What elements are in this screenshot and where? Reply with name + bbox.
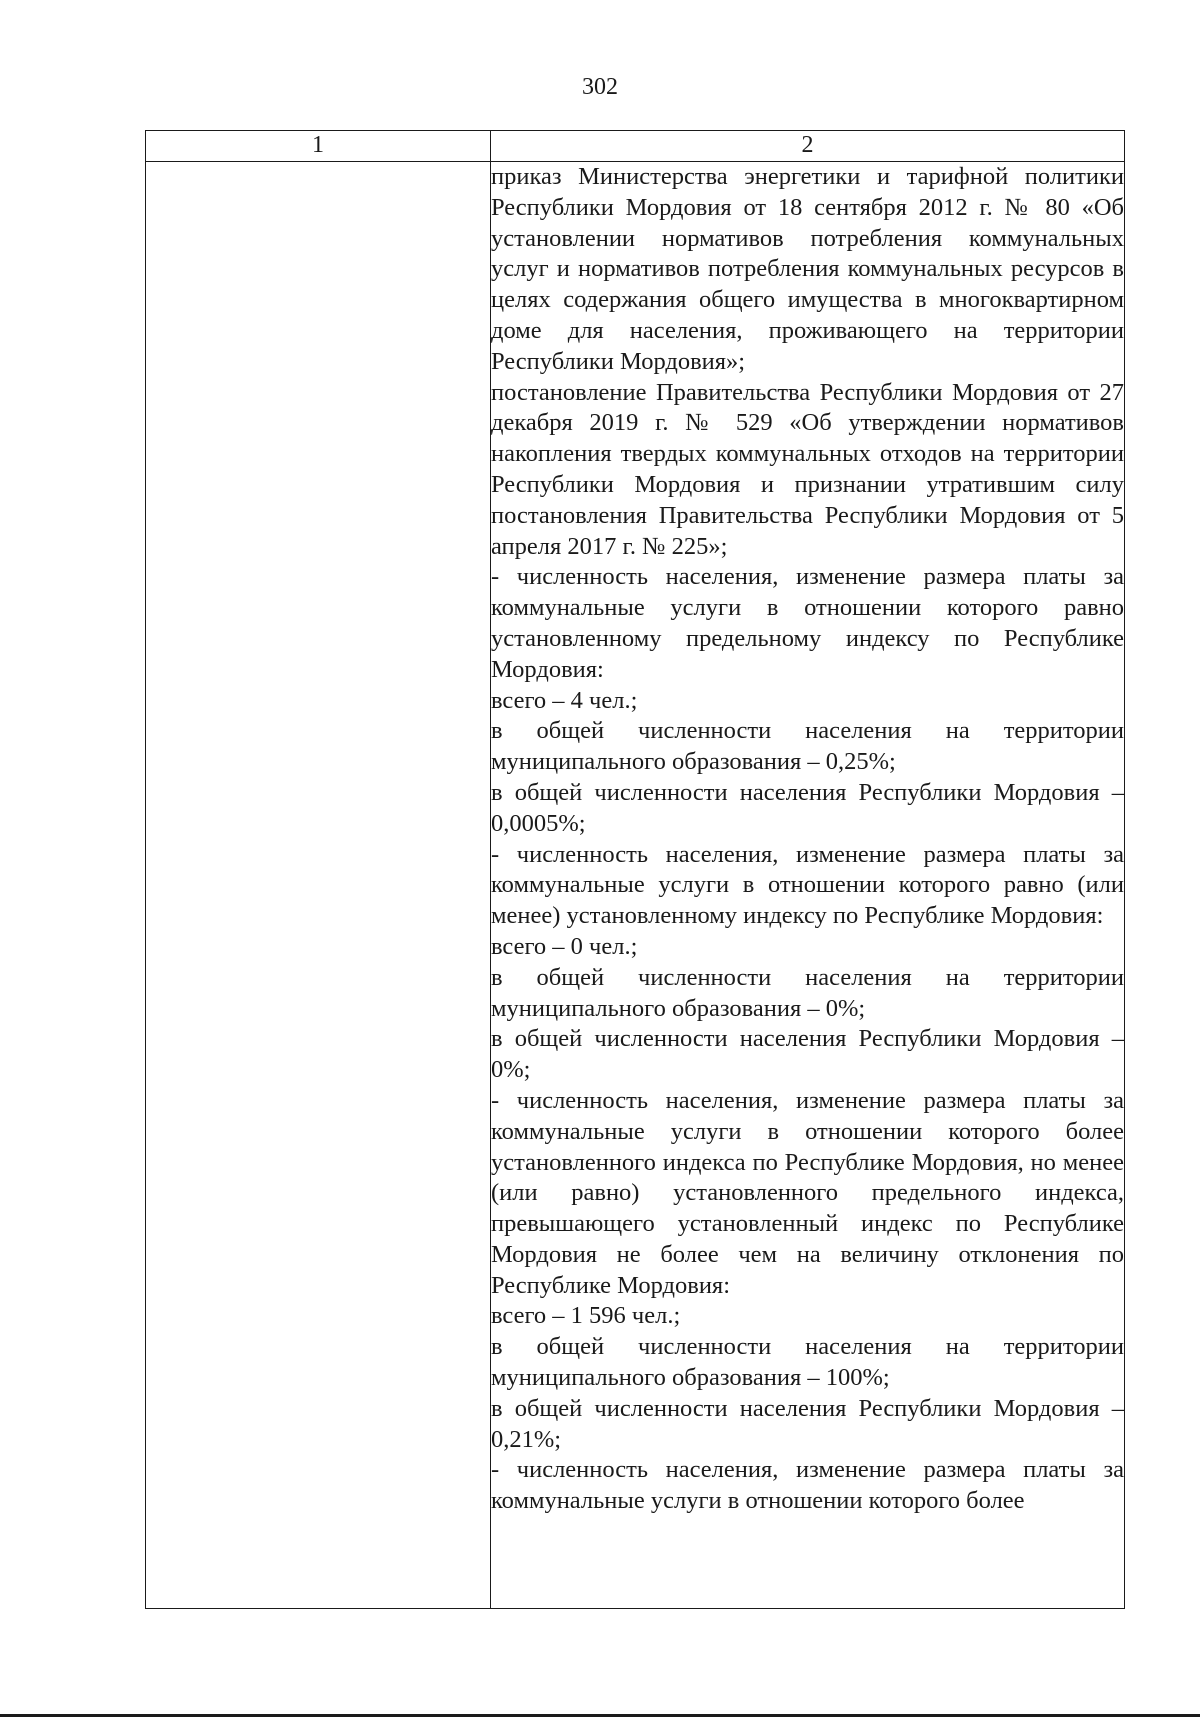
- municipal-share-line: в общей численности населения на территории муниципального образования – 0,25%;: [491, 717, 1124, 776]
- total-count-line: всего – 0 чел.;: [491, 932, 638, 960]
- page-bottom-edge: [0, 1714, 1200, 1717]
- total-count-line: всего – 4 чел.;: [491, 686, 638, 714]
- population-equal-limit-paragraph: - численность населения, изменение размера платы за коммунальные услуги в отношении которого равно установленному предельному индексу по Республике Мордовия:: [491, 563, 1124, 683]
- republic-share-line: в общей численности населения Республики Мордовия – 0,0005%;: [491, 778, 1124, 837]
- table-row: [146, 162, 1125, 1609]
- municipal-share-line: в общей численности населения на территории муниципального образования – 100%;: [491, 1333, 1124, 1392]
- order-reference-paragraph: приказ Министерства энергетики и тарифной политики Республики Мордовия от 18 сентября 2012 г. № 80 «Об установлении нормативов потребления коммунальных услуг и нормативов потребления коммунальных ресурсов в целях содержания общего имущества в многоквартирном доме для населения, проживающего на территории Республики Мордовия»;: [491, 163, 1124, 375]
- resolution-reference-paragraph: постановление Правительства Республики Мордовия от 27 декабря 2019 г. № 529 «Об утверждении нормативов накопления твердых коммунальных отходов на территории Республики Мордовия и признании утратившим силу постановления Правительства Республики Мордовия от 5 апреля 2017 г. № 225»;: [491, 378, 1124, 560]
- left-column-cell: [146, 162, 491, 1609]
- document-table: [145, 130, 1125, 1609]
- population-equal-or-less-paragraph: - численность населения, изменение размера платы за коммунальные услуги в отношении которого равно (или менее) установленному индексу по Республике Мордовия:: [491, 840, 1124, 930]
- column-header-2: 2: [491, 131, 1125, 162]
- right-column-cell: [491, 162, 1125, 1609]
- population-above-index-paragraph: - численность населения, изменение размера платы за коммунальные услуги в отношении которого более установленного индекса по Республике Мордовия, но менее (или равно) установленного предельного индекса, превышающего установленный индекс по Республике Мордовия не более чем на величину отклонения по Республике Мордовия:: [491, 1086, 1124, 1299]
- column-header-1: 1: [146, 131, 491, 162]
- population-above-limit-paragraph: - численность населения, изменение размера платы за коммунальные услуги в отношении которого более: [491, 1456, 1124, 1515]
- total-count-line: всего – 1 596 чел.;: [491, 1302, 681, 1330]
- republic-share-line: в общей численности населения Республики Мордовия – 0%;: [491, 1025, 1124, 1084]
- table-header-row: [146, 131, 1125, 162]
- republic-share-line: в общей численности населения Республики Мордовия – 0,21%;: [491, 1394, 1124, 1453]
- page-number: 302: [582, 74, 618, 100]
- municipal-share-line: в общей численности населения на территории муниципального образования – 0%;: [491, 963, 1124, 1022]
